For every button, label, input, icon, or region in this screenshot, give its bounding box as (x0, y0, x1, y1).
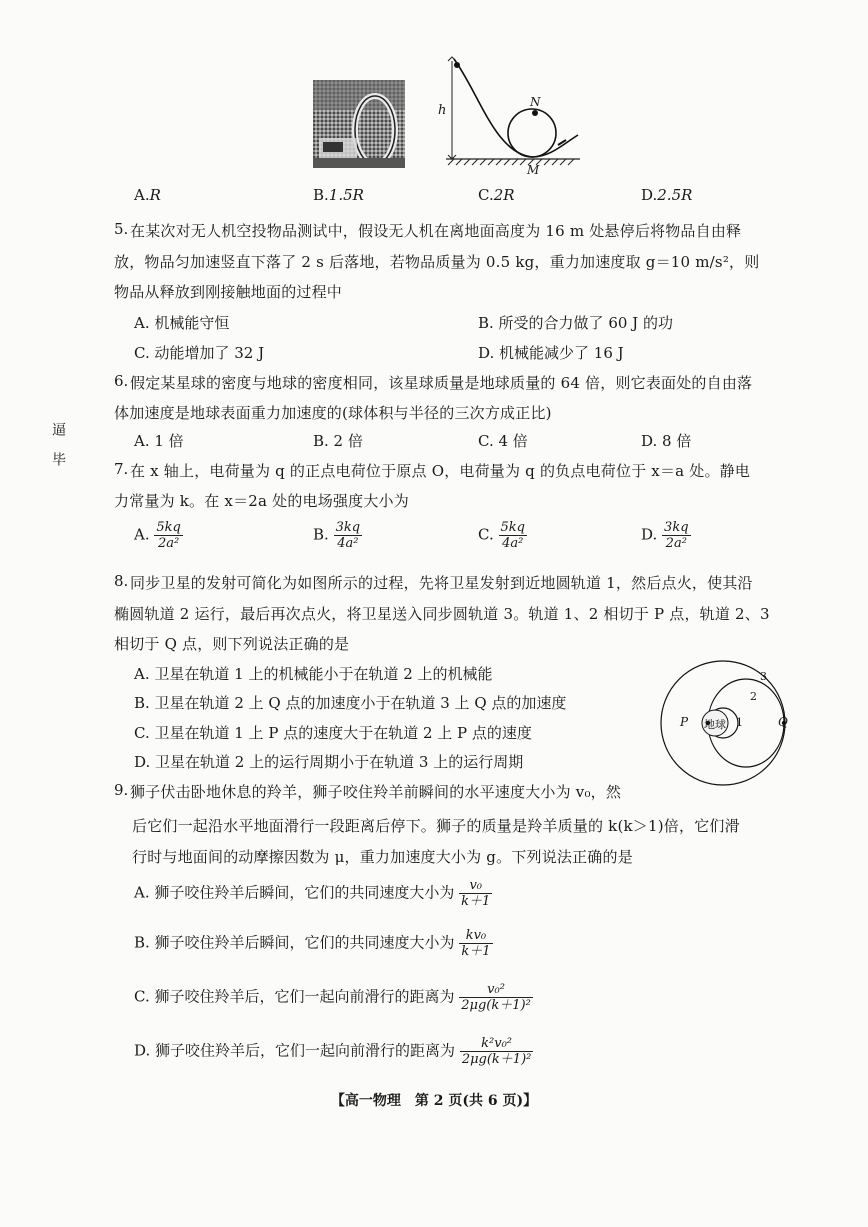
q4-option-a: A.R (134, 186, 161, 204)
q4-option-d: D.2.5R (641, 186, 693, 204)
page-footer: 【高一物理 第 2 页(共 6 页)】 (330, 1093, 538, 1109)
q5-stem-line: 物品从释放到刚接触地面的过程中 (114, 283, 343, 301)
q7-option-c: C. $\frac{5kq}{\text{4a²}}$ (478, 520, 525, 551)
label-orbit-2: 2 (750, 690, 757, 703)
q6-option-b: B. 2 倍 (313, 432, 363, 450)
q8-option-d: D. 卫星在轨道 2 上的运行周期小于在轨道 3 上的运行周期 (134, 753, 524, 771)
q9-number: 9. (114, 781, 129, 799)
q8-number: 8. (114, 572, 129, 590)
q9-option-a: A. 狮子咬住羚羊后瞬间，它们的共同速度大小为 $\frac{\text{v₀}}{k+1}$ (134, 878, 491, 909)
q8-option-c: C. 卫星在轨道 1 上 P 点的速度大于在轨道 2 上 P 点的速度 (134, 724, 532, 742)
q9-option-c: C. 狮子咬住羚羊后，它们一起向前滑行的距离为 $\frac{\text{v₀²}}{\text{2μg(k＋1)²}}$ (134, 982, 531, 1013)
q4-option-c: C.2R (478, 186, 515, 204)
label-Q: Q (778, 715, 788, 729)
q8-stem-line: 相切于 Q 点，则下列说法正确的是 (114, 635, 350, 653)
q6-stem-line: 假定某星球的密度与地球的密度相同，该星球质量是地球质量的 64 倍，则它表面处的自由落 (130, 374, 753, 392)
q5-option-a: A. 机械能守恒 (134, 314, 230, 332)
q6-stem-line: 体加速度是地球表面重力加速度的(球体积与半径的三次方成正比) (114, 404, 552, 422)
q6-option-c: C. 4 倍 (478, 432, 528, 450)
orbit-diagram (650, 660, 800, 786)
q7-option-a: A. $\frac{5kq}{\text{2a²}}$ (134, 520, 181, 551)
side-mark: 逼 (50, 422, 66, 436)
q7-stem-line: 在 x 轴上，电荷量为 q 的正点电荷位于原点 O，电荷量为 q 的负点电荷位于 x＝a 处。静电 (130, 462, 751, 480)
q5-option-c: C. 动能增加了 32 J (134, 344, 265, 362)
q5-option-b: B. 所受的合力做了 60 J 的功 (478, 314, 673, 332)
q6-option-a: A. 1 倍 (134, 432, 184, 450)
label-M: M (527, 163, 540, 177)
q7-option-b: B. $\frac{3kq}{\text{4a²}}$ (313, 520, 361, 551)
roller-coaster-photo (313, 80, 405, 168)
q5-number: 5. (114, 220, 129, 238)
label-N: N (530, 95, 541, 109)
q7-number: 7. (114, 460, 129, 478)
q8-stem-line: 椭圆轨道 2 运行，最后再次点火，将卫星送入同步圆轨道 3。轨道 1、2 相切于 P 点，轨道 2、3 (114, 605, 770, 623)
label-earth: 地球 (704, 718, 726, 731)
q9-option-b: B. 狮子咬住羚羊后瞬间，它们的共同速度大小为 $\frac{\text{kv₀}}{k+1}$ (134, 928, 491, 959)
q9-stem-line: 后它们一起沿水平地面滑行一段距离后停下。狮子的质量是羚羊质量的 k(k＞1)倍，它们滑 (132, 817, 740, 835)
side-mark: 毕 (50, 452, 66, 466)
label-P: P (680, 715, 689, 729)
q5-stem-line: 放，物品匀加速竖直下落了 2 s 后落地，若物品质量为 0.5 kg，重力加速度取 g＝10 m/s²，则 (114, 253, 760, 271)
q5-stem-line: 在某次对无人机空投物品测试中，假设无人机在离地面高度为 16 m 处悬停后将物品自由释 (130, 222, 742, 240)
q7-option-d: D. $\frac{3kq}{\text{2a²}}$ (641, 520, 689, 551)
label-orbit-1: 1 (736, 716, 743, 729)
q9-option-d: D. 狮子咬住羚羊后，它们一起向前滑行的距离为 $\frac{\text{k²v₀²}}{\text{2μg(k＋1)²}}$ (134, 1036, 532, 1067)
q7-stem-line: 力常量为 k。在 x＝2a 处的电场强度大小为 (114, 492, 409, 510)
q9-stem-line: 狮子伏击卧地休息的羚羊，狮子咬住羚羊前瞬间的水平速度大小为 v₀，然 (130, 783, 622, 801)
q8-option-b: B. 卫星在轨道 2 上 Q 点的加速度小于在轨道 3 上 Q 点的加速度 (134, 694, 567, 712)
q8-stem-line: 同步卫星的发射可简化为如图所示的过程，先将卫星发射到近地圆轨道 1，然后点火，使其沿 (130, 574, 753, 592)
q6-option-d: D. 8 倍 (641, 432, 692, 450)
q8-option-a: A. 卫星在轨道 1 上的机械能小于在轨道 2 上的机械能 (134, 665, 493, 683)
q6-number: 6. (114, 372, 129, 390)
loop-track-diagram (440, 55, 590, 180)
q4-option-b: B.1.5R (313, 186, 364, 204)
q9-stem-line: 行时与地面间的动摩擦因数为 μ，重力加速度大小为 g。下列说法正确的是 (132, 848, 633, 866)
label-h: h (438, 103, 447, 118)
label-orbit-3: 3 (760, 670, 767, 683)
q5-option-d: D. 机械能减少了 16 J (478, 344, 624, 362)
